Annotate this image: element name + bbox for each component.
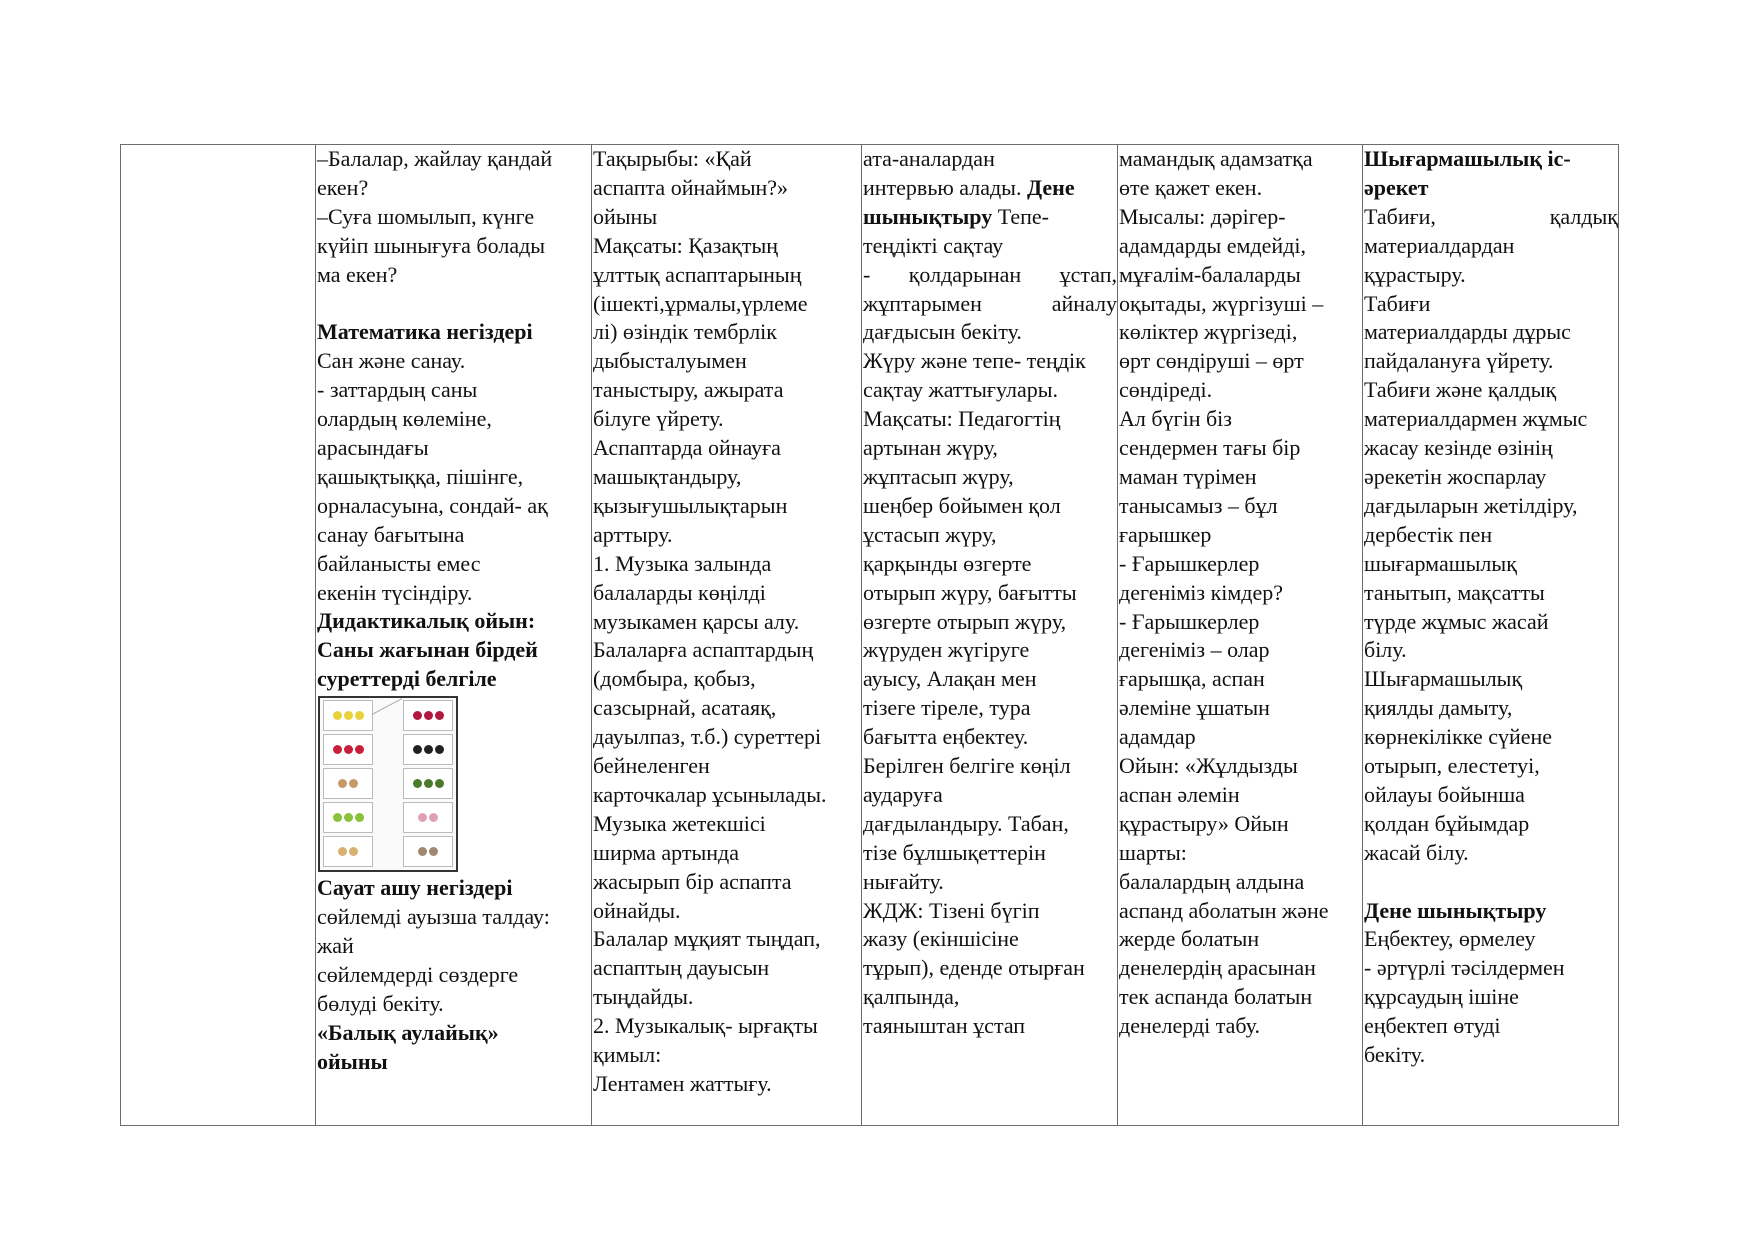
text-line: өрт сөндіруші – өрт (1119, 348, 1304, 374)
text-line: дағдысын бекіту. (863, 319, 1022, 345)
text-line: ғарышкер (1119, 521, 1212, 547)
text-line: Мақсаты: Педагогтің (863, 406, 1061, 432)
text-line: қимыл: (593, 1042, 662, 1068)
text-line: Табиғи (1364, 290, 1431, 316)
text-line: өзгерте отырып жүру, (863, 608, 1067, 634)
text-line: орналасуына, сондай- ақ (317, 492, 548, 518)
text-line: ширма артында (593, 839, 740, 865)
lesson-plan-table (120, 144, 1619, 1126)
text-line: (домбыра, қобыз, (593, 666, 756, 692)
text-line: ойыны (593, 203, 658, 229)
text-line: жерде болатын (1119, 926, 1260, 952)
text-line: Табиғи және қалдық (1364, 377, 1557, 403)
text-line: музыкамен қарсы алу. (593, 608, 800, 634)
text-line: дыбысталуымен (593, 348, 747, 374)
text-line: жүруден жүгіруге (863, 637, 1030, 663)
text-line: ойнайды. (593, 897, 681, 923)
text-line: жасырып бір аспапта (593, 868, 792, 894)
text-line (863, 261, 1117, 290)
text-line: –Балалар, жайлау қандай (317, 146, 553, 171)
text-line: дауылпаз, т.б.) суреттері (593, 724, 822, 750)
text-line: олардың көлеміне, (317, 406, 492, 432)
text-line: Жүру және тепе- теңдік (863, 348, 1086, 374)
text-line: денелердің арасынан (1119, 955, 1316, 981)
text-line: таяныштан ұстап (863, 1013, 1026, 1039)
text-segment: интервью алады. (863, 174, 1027, 200)
text-line: түрде жұмыс жасай (1364, 608, 1549, 634)
text-line: шығармашылық (1364, 550, 1517, 576)
text-line: ойыны (317, 1048, 388, 1074)
text-line: отырып, елестетуі, (1364, 753, 1540, 779)
text-line: оқытады, жүргізуші – (1119, 290, 1324, 316)
text-line: Саны жағынан бірдей (317, 637, 538, 663)
word: ұстап, (1059, 261, 1117, 287)
text-line: денелерді табу. (1119, 1013, 1261, 1039)
cell-professions (1118, 145, 1363, 1126)
text-line: қызығушылықтарын (593, 492, 788, 518)
cell-physical-education (862, 145, 1118, 1126)
text-line: Музыка жетекшісі (593, 810, 766, 836)
text-line: білу. (1364, 637, 1407, 663)
text-line: –Суға шомылып, күнге (317, 203, 535, 229)
text-line: адамдар (1119, 724, 1196, 750)
text-line: ойлауы бойынша (1364, 781, 1525, 807)
text-line: - Ғарышкерлер (1119, 550, 1260, 576)
text-line (1364, 203, 1618, 232)
text-line: қалпында, (863, 984, 960, 1010)
text-line: арасындағы (317, 435, 429, 461)
text-line: танытып, мақсатты (1364, 579, 1545, 605)
cell-music (592, 145, 862, 1126)
text-line: 2. Музыкалық- ырғақты (593, 1013, 818, 1039)
text-line: бөлуді бекіту. (317, 990, 444, 1016)
text-line: шарты: (1119, 839, 1187, 865)
text-segment: Дене (1026, 174, 1075, 200)
text-line: тізеге тіреле, тура (863, 695, 1031, 721)
text-line: еңбектеп өтуді (1364, 1013, 1501, 1039)
text-line: (ішекті,ұрмалы,үрлеме (593, 290, 808, 316)
text-line: дағдыландыру. Табан, (863, 810, 1069, 836)
text-line: отырып жүру, бағытты (863, 579, 1077, 605)
text-segment: шынықтыру (863, 203, 993, 229)
text-line (863, 290, 1117, 319)
text-line (863, 203, 1117, 232)
text-line: арттыру. (593, 521, 673, 547)
text-line: машықтандыру, (593, 463, 742, 489)
text-line: Сан және санау. (317, 348, 466, 374)
text-line: Балалар мұқият тыңдап, (593, 926, 821, 952)
text-line: Дене шынықтыру (1364, 897, 1547, 923)
text-line: Тақырыбы: «Қай (593, 146, 752, 171)
word: айналу (1051, 290, 1117, 316)
text-line: әрекет (1364, 174, 1429, 200)
text-line: маман түрімен (1119, 463, 1257, 489)
text-line: Дидактикалық ойын: (317, 608, 536, 634)
text-line: өте қажет екен. (1119, 174, 1263, 200)
text-line: Ойын: «Жұлдызды (1119, 753, 1298, 779)
text-line: ЖДЖ: Тізені бүгіп (863, 897, 1040, 923)
text-line: Берілген белгіге көңіл (863, 753, 1071, 779)
text-line: білуге үйрету. (593, 406, 724, 432)
text-line: сақтау жаттығулары. (863, 377, 1059, 403)
text-line: карточкалар ұсынылады. (593, 781, 827, 807)
text-line: әлеміне ұшатын (1119, 695, 1270, 721)
text-line: нығайту. (863, 868, 944, 894)
text-segment: Тепе- (992, 203, 1049, 229)
text-line: адамдарды емдейді, (1119, 232, 1307, 258)
text-line: материалдардан (1364, 232, 1515, 258)
text-line: аспапта ойнаймын?» (593, 174, 789, 200)
text-line: сөндіреді. (1119, 377, 1213, 403)
text-line: Сауат ашу негіздері (317, 875, 513, 901)
text-line: теңдікті сақтау (863, 232, 1004, 258)
text-line: көліктер жүргізеді, (1119, 319, 1298, 345)
text-line: дегеніміз кімдер? (1119, 579, 1284, 605)
text-line: қиялды дамыту, (1364, 695, 1513, 721)
text-line: Лентамен жаттығу. (593, 1071, 772, 1096)
text-line: - заттардың саны (317, 377, 478, 403)
text-line: материалдарды дұрыс (1364, 319, 1571, 345)
text-line: қолдан бұйымдар (1364, 810, 1530, 836)
text-line: сендермен тағы бір (1119, 435, 1301, 461)
text-line: құрастыру. (1364, 261, 1466, 287)
text-line: қарқынды өзгерте (863, 550, 1032, 576)
text-line: аспан әлемін (1119, 781, 1240, 807)
text-line: бағытта еңбектеу. (863, 724, 1029, 750)
text-line: бейнеленген (593, 753, 710, 779)
text-line: ауысу, Алақан мен (863, 666, 1037, 692)
text-line: таныстыру, ажырата (593, 377, 784, 403)
text-line: тізе бұлшықеттерін (863, 839, 1046, 865)
text-line: - Ғарышкерлер (1119, 608, 1260, 634)
text-line: шеңбер бойымен қол (863, 492, 1061, 518)
text-line: жазу (екіншісіне (863, 926, 1019, 952)
text-line: балаларды көңілді (593, 579, 766, 605)
text-line: Аспаптарда ойнауға (593, 435, 781, 461)
text-line: тұрып), еденде отырған (863, 955, 1085, 981)
text-line: ма екен? (317, 261, 398, 287)
text-line: тек аспанда болатын (1119, 984, 1313, 1010)
word: - (863, 261, 871, 287)
text-line: әрекетін жоспарлау (1364, 463, 1547, 489)
matching-pictures-image (318, 696, 458, 872)
text-line: Мақсаты: Қазақтың (593, 232, 779, 258)
text-line: мұғалім-балаларды (1119, 261, 1301, 287)
text-line: ұстасып жүру, (863, 521, 997, 547)
text-line: лі) өзіндік тембрлік (593, 319, 777, 345)
text-line: - әртүрлі тәсілдермен (1364, 955, 1565, 981)
text-line: 1. Музыка залында (593, 550, 772, 576)
text-line: мамандық адамзатқа (1119, 146, 1313, 171)
text-line: дербестік пен (1364, 521, 1493, 547)
text-line: Шығармашылық іс- (1364, 146, 1571, 171)
text-line: жай (317, 933, 354, 959)
text-line: материалдармен жұмыс (1364, 406, 1588, 432)
text-line: байланысты емес (317, 550, 481, 576)
text-line: суреттерді белгіле (317, 666, 497, 692)
cell-creative-activity (1363, 145, 1619, 1126)
text-line: танысамыз – бұл (1119, 492, 1278, 518)
text-line (1364, 868, 1618, 897)
text-line: жасай білу. (1364, 839, 1469, 865)
text-line: құрастыру» Ойын (1119, 810, 1289, 836)
text-line: Шығармашылық (1364, 666, 1523, 692)
text-line: сазсырнай, асатаяқ, (593, 695, 777, 721)
text-line: көрнекілікке сүйене (1364, 724, 1553, 750)
text-line: санау бағытына (317, 521, 465, 547)
text-line: аударуға (863, 781, 943, 807)
text-line: Мысалы: дәрігер- (1119, 203, 1286, 229)
text-line: ғарышқа, аспан (1119, 666, 1265, 692)
text-line: аспаптың дауысын (593, 955, 770, 981)
text-line: дегеніміз – олар (1119, 637, 1270, 663)
text-line: сөйлемді ауызша талдау: (317, 904, 550, 930)
text-line (317, 290, 591, 319)
text-line: балалардың алдына (1119, 868, 1305, 894)
text-line: Балаларға аспаптардың (593, 637, 814, 663)
text-line: бекіту. (1364, 1042, 1426, 1068)
text-line: Ал бүгін біз (1119, 406, 1232, 432)
text-line: ата-аналардан (863, 146, 995, 171)
word: жұптарымен (863, 290, 982, 316)
text-line (863, 174, 1117, 203)
text-line: Математика негіздері (317, 319, 533, 345)
text-line: құрсаудың ішіне (1364, 984, 1519, 1010)
text-line: ұлттық аспаптарының (593, 261, 802, 287)
text-line: күйіп шынығуға болады (317, 232, 546, 258)
word: қолдарынан (908, 261, 1022, 287)
text-line: қашықтыққа, пішінге, (317, 463, 524, 489)
cell-math-literacy (316, 145, 592, 1126)
text-line: Еңбектеу, өрмелеу (1364, 926, 1536, 952)
text-line: пайдалануға үйрету. (1364, 348, 1554, 374)
word: Табиғи, (1364, 203, 1436, 229)
text-line: тыңдайды. (593, 984, 694, 1010)
text-line: жұптасып жүру, (863, 463, 1014, 489)
word: қалдық (1549, 203, 1618, 229)
text-line: артынан жүру, (863, 435, 998, 461)
text-line: жасау кезінде өзінің (1364, 435, 1553, 461)
text-line: «Балық аулайық» (317, 1019, 499, 1045)
text-line: сөйлемдерді сөздерге (317, 961, 519, 987)
text-line: екенін түсіндіру. (317, 579, 473, 605)
text-line: аспанд аболатын және (1119, 897, 1329, 923)
text-line: дағдыларын жетілдіру, (1364, 492, 1578, 518)
cell-empty (121, 145, 316, 1126)
text-line: екен? (317, 174, 369, 200)
